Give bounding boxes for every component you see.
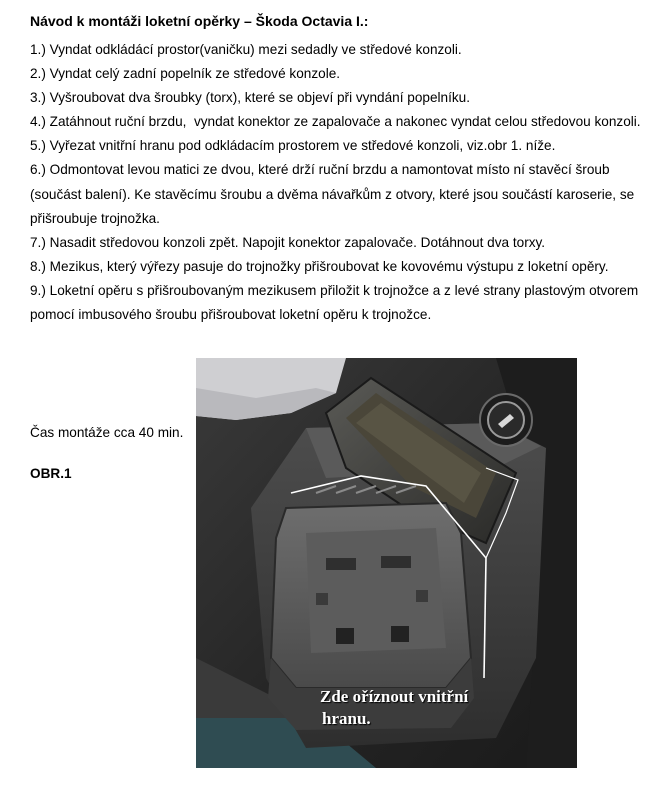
step-1: 1.) Vyndat odkládácí prostor(vaničku) mezi sedadly ve středové konzoli. — [30, 42, 462, 57]
console-photo — [196, 358, 577, 768]
photo-caption-line-2: hranu. — [322, 709, 371, 728]
document-title: Návod k montáži loketní opěrky – Škoda Octavia I.: — [30, 13, 369, 29]
assembly-time-note: Čas montáže cca 40 min. — [30, 425, 184, 440]
figure-label: OBR.1 — [30, 466, 72, 481]
step-8: 8.) Mezikus, který výřezy pasuje do trojnožky přišroubovat ke kovovému výstupu z loketní opěry. — [30, 258, 609, 274]
step-4: 4.) Zatáhnout ruční brzdu, vyndat konektor ze zapalovače a nakonec vyndat celou středovou konzoli. — [30, 114, 641, 130]
photo-caption-line-1: Zde oříznout vnitřní — [320, 687, 469, 706]
step-9: 9.) Loketní opěru s přišroubovaným mezikusem přiložit k trojnožce a z levé strany plastovým otvorem pomocí imbusového šroubu přišroubovat loketní opěru k trojnožce. — [30, 282, 642, 323]
instruction-steps — [30, 38, 645, 327]
step-7: 7.) Nasadit středovou konzoli zpět. Napojit konektor zapalovače. Dotáhnout dva torxy. — [30, 234, 546, 250]
step-5: 5.) Vyřezat vnitřní hranu pod odkládacím prostorem ve středové konzoli, viz.obr 1. níže. — [30, 138, 556, 154]
step-6: 6.) Odmontovat levou matici ze dvou, které drží ruční brzdu a namontovat místo ní stavěcí šroub (součást balení). Ke stavěcímu šroubu a dvěma návařkům z otvory, které jsou součástí karoserie, se přišroubuje trojnožka. — [30, 162, 638, 226]
step-2: 2.) Vyndat celý zadní popelník ze středové konzole. — [30, 66, 341, 82]
photo-caption — [320, 686, 560, 730]
step-3: 3.) Vyšroubovat dva šroubky (torx), které se objeví při vyndání popelníku. — [30, 90, 470, 106]
